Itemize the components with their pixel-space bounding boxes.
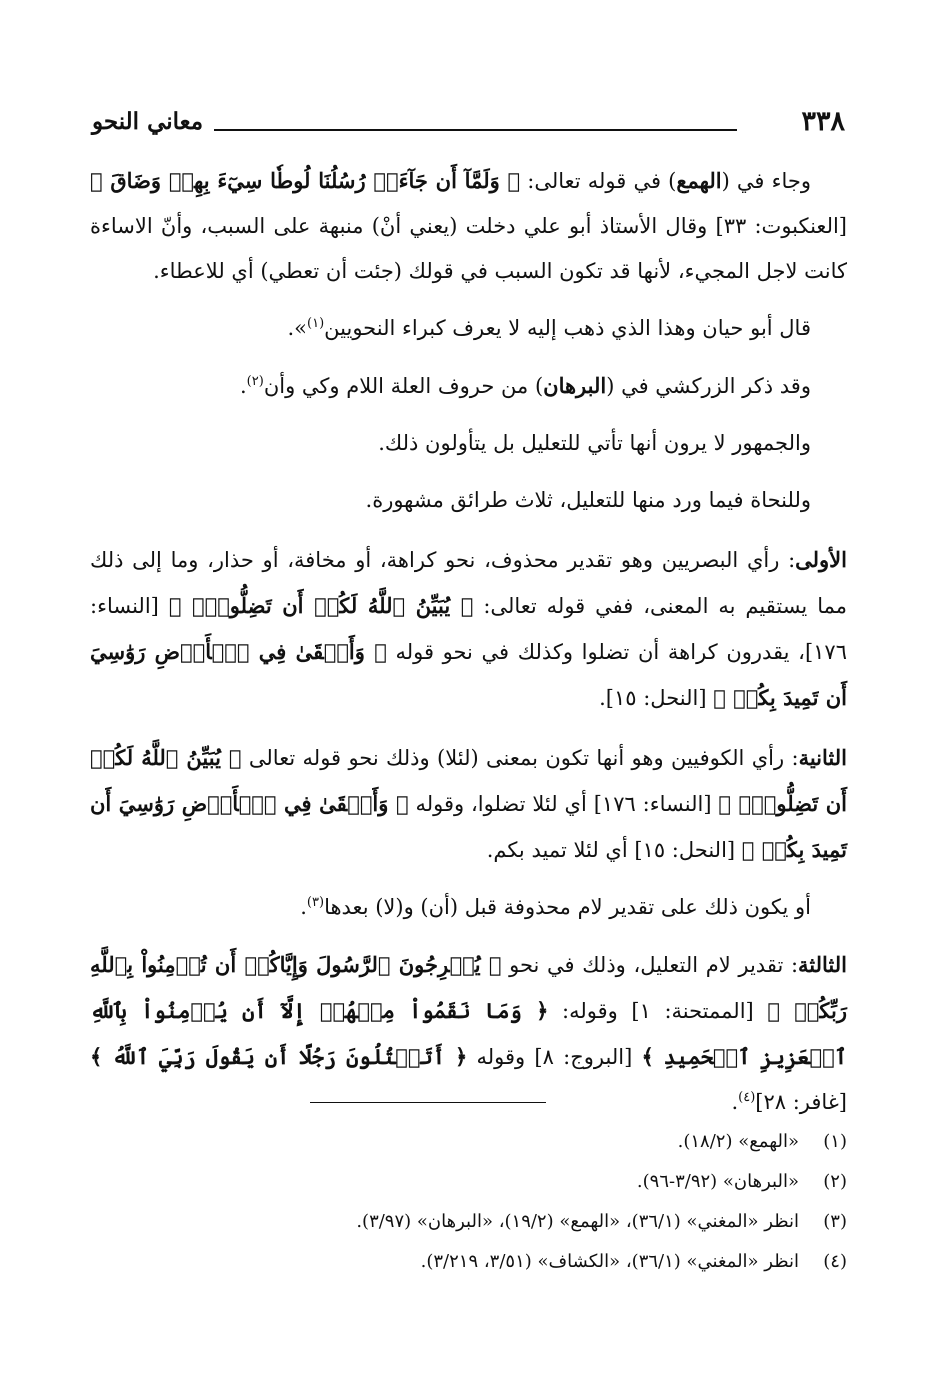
- footnote-number: (١): [823, 1131, 847, 1152]
- text-run: [الممتحنة: ١] وقوله:: [548, 999, 768, 1023]
- footnote-ref: (٢): [246, 374, 264, 389]
- footnote: [90, 1162, 847, 1202]
- bold-term: البرهان: [543, 373, 607, 398]
- text-run: أو يكون ذلك على تقدير لام محذوفة قبل (أن) و(لا) بعدها: [324, 895, 811, 919]
- quran-verse: ﴿ وَلَمَّآ أَن جَآءَتۡ رُسُلُنَا لُوطٗا سِيٓءَ بِهِمۡ وَضَاقَ ﴾: [90, 168, 521, 193]
- text-run: [النساء: ١٧٦] أي لئلا تضلوا، وقوله: [408, 792, 719, 816]
- bold-term: الثالثة: [798, 952, 847, 977]
- running-title: معاني النحو: [92, 108, 204, 135]
- text-run: : تقدير لام التعليل، وذلك في نحو: [501, 953, 799, 977]
- quran-verse: ﴿ وَأَلۡقَىٰ فِي ٱلۡأَرۡضِ رَوَٰسِيَ أَن تَمِيدَ بِكُمۡ ﴾: [90, 639, 847, 710]
- paragraph-zarkashi: [90, 363, 847, 409]
- paragraph-abu-hayyan: [90, 306, 847, 351]
- text-run: .: [300, 895, 307, 919]
- bold-term: الأولى: [795, 547, 847, 572]
- footnote-number: (٤): [823, 1251, 847, 1272]
- paragraph-second-method: [90, 735, 847, 873]
- text-run: [العنكبوت: ٣٣] وقال الأستاذ أبو علي دخلت (يعني أنْ) منبهة على السبب، وأنّ الاساءة كانت لاجل المجيء، لأنها قد تكون السبب في قولك (جئت أن تعطي) أي للاعطاء.: [90, 214, 847, 283]
- text-run: .: [239, 374, 247, 398]
- text-run: : رأي الكوفيين وهو أنها تكون بمعنى (لئلا) وذلك نحو قوله تعالى: [241, 746, 799, 770]
- text-run: [البروج: ٨] وقوله: [467, 1045, 642, 1069]
- text-run: ) في قوله تعالى:: [520, 169, 677, 193]
- header-rule: [214, 129, 737, 131]
- text-run: قال أبو حيان وهذا الذي ذهب إليه لا يعرف كبراء النحويين: [324, 316, 811, 340]
- footnote-text: انظر «المغني» (٣٦/١)، «الكشاف» (٣/٥١، ٣/٢١٩).: [420, 1251, 799, 1272]
- footnote-text: «الهمع» (١٨/٢).: [677, 1131, 799, 1152]
- quran-verse: ﴿ وَأَلۡقَىٰ فِي ٱلۡأَرۡضِ رَوَٰسِيَ أَن تَمِيدَ بِكُمۡ ﴾: [90, 791, 847, 862]
- quran-verse: ﴿ وَمَا نَقَمُواْ مِنۡهُمۡ إِلَّآ أَن يُؤۡمِنُواْ بِٱللَّهِ ٱلۡعَزِيزِ ٱلۡحَمِيدِ ﴾: [90, 998, 847, 1069]
- main-text: [90, 158, 847, 1125]
- quran-verse: ﴿ أَتَقۡتُلُونَ رَجُلًا أَن يَقُولَ رَبِّيَ ٱللَّهُ ﴾: [90, 1044, 468, 1069]
- paragraph-omitted-lam: [90, 885, 847, 930]
- text-run: [النحل: ١٥] أي لئلا تميد بكم.: [486, 838, 742, 862]
- paragraph-third-method: [90, 942, 847, 1125]
- footnote: [90, 1122, 847, 1162]
- text-run: : رأي البصريين وهو تقدير محذوف، نحو كراهة، أو مخافة، أو حذار، وما إلى ذلك مما يستقيم به المعنى، ففي قوله تعالى:: [90, 548, 848, 618]
- footnote-number: (٣): [823, 1211, 847, 1232]
- text-run: ».: [287, 316, 308, 340]
- text-run: والجمهور لا يرون أنها تأتي للتعليل بل يتأولون ذلك.: [378, 431, 811, 455]
- text-run: وقد ذكر الزركشي في (: [606, 374, 811, 398]
- paragraph-three-methods: [90, 478, 847, 523]
- bold-term: الهمع: [676, 168, 722, 193]
- text-run: .: [731, 1090, 739, 1114]
- footnote: [90, 1242, 847, 1282]
- quran-verse: ﴿ يُخۡرِجُونَ ٱلرَّسُولَ وَإِيَّاكُمۡ أَن تُؤۡمِنُواْ بِٱللَّهِ رَبِّكُمۡ ﴾: [90, 952, 847, 1023]
- paragraph-hama-example: [90, 158, 847, 294]
- footnote-ref: (٣): [306, 895, 325, 910]
- footnote-rule: [310, 1102, 546, 1103]
- footnotes: [90, 1122, 847, 1282]
- footnote-ref: (١): [307, 316, 325, 331]
- quran-verse: ﴿ يُبَيِّنُ ٱللَّهُ لَكُمۡ أَن تَضِلُّواْۗ ﴾: [90, 745, 847, 816]
- page-number: ٣٣٨: [801, 106, 845, 137]
- text-run: وجاء في (: [721, 169, 811, 193]
- footnote: [90, 1202, 847, 1242]
- footnote-text: «البرهان» (٣/٩٢-٩٦).: [636, 1171, 799, 1192]
- text-run: ) من حروف العلة اللام وكي وأن: [263, 374, 544, 398]
- quran-verse: ﴿ يُبَيِّنُ ٱللَّهُ لَكُمۡ أَن تَضِلُّواْۗ ﴾: [168, 593, 474, 618]
- text-run: [غافر: ٢٨]: [755, 1090, 847, 1114]
- text-run: وللنحاة فيما ورد منها للتعليل، ثلاث طرائق مشهورة.: [365, 488, 811, 512]
- footnote-text: انظر «المغني» (٣٦/١)، «الهمع» (١٩/٢)، «البرهان» (٣/٩٧).: [356, 1211, 799, 1232]
- page-header: [92, 106, 845, 146]
- paragraph-first-method: [90, 537, 847, 721]
- text-run: [النساء: ١٧٦]، يقدرون كراهة أن تضلوا وكذلك في نحو قوله: [90, 594, 847, 664]
- paragraph-jumhur: [90, 421, 847, 466]
- bold-term: الثانية: [798, 745, 847, 770]
- footnote-ref: (٤): [738, 1090, 756, 1105]
- footnote-number: (٢): [823, 1171, 847, 1192]
- text-run: [النحل: ١٥].: [599, 686, 714, 710]
